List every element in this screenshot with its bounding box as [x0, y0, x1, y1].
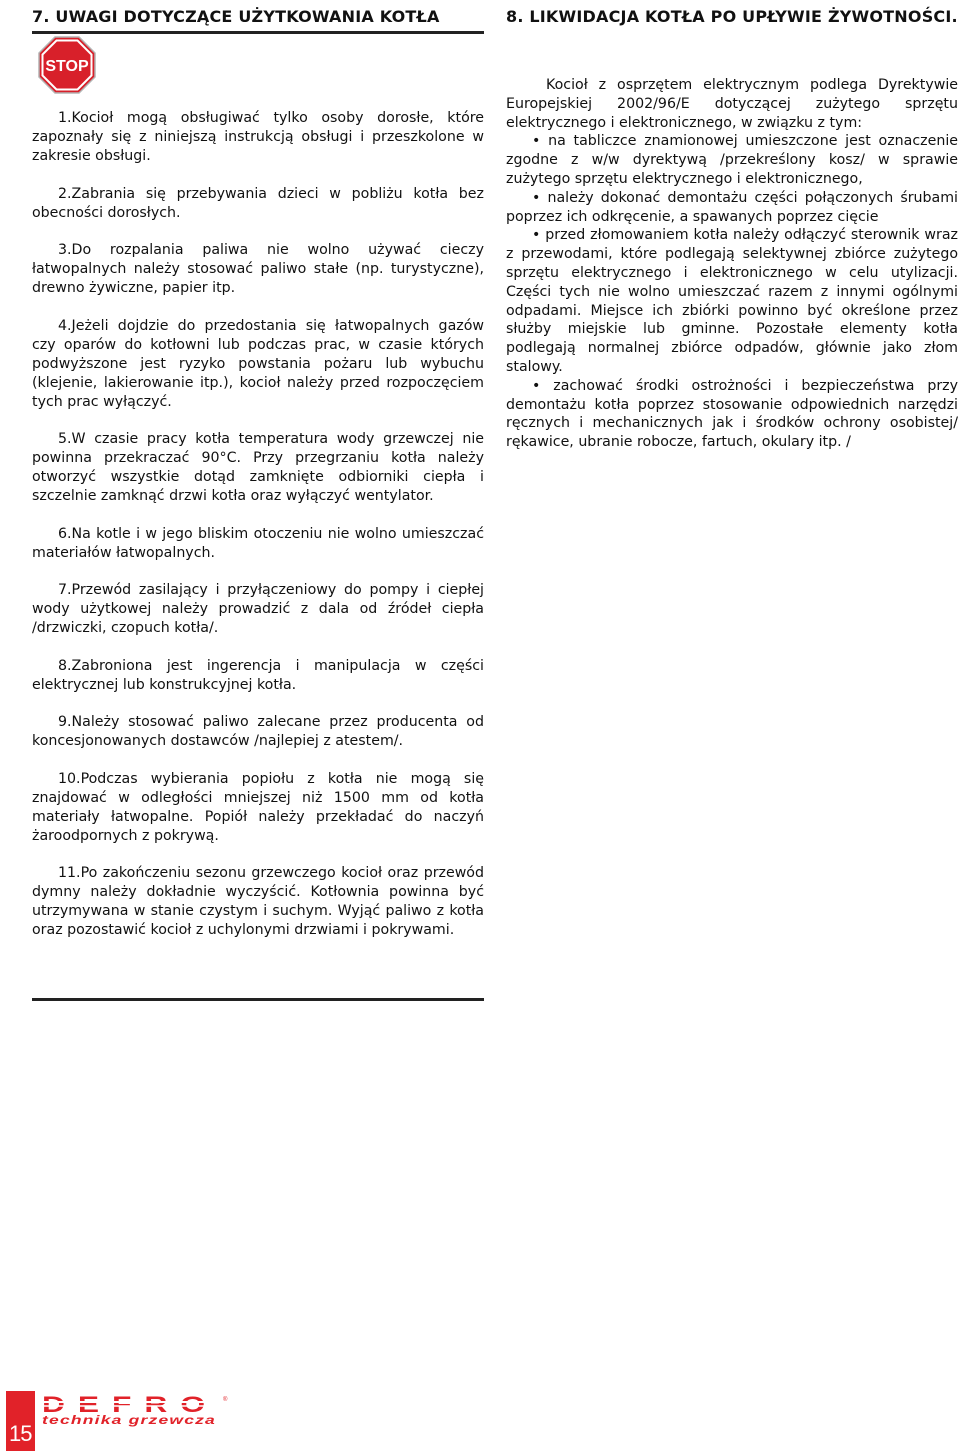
stop-sign-text: STOP [45, 58, 89, 75]
disposal-bullet-1: • na tabliczce znamionowej umieszczone jest oznaczenie zgodne z w/w dyrektywą /przekreślony kosz/ w sprawie zużytego sprzętu elektrycznego i elektronicznego, [506, 133, 958, 187]
page-number-badge [0, 1391, 35, 1451]
disposal-text [506, 76, 958, 452]
disposal-bullet-2: • należy dokonać demontażu części połączonych śrubami poprzez ich odkręcenie, a spawanych poprzez cięcie [506, 189, 958, 225]
defro-logo-tagline: technika grzewcza [42, 1415, 216, 1427]
section-7-title: 7. UWAGI DOTYCZĄCE UŻYTKOWANIA KOTŁA [32, 7, 440, 26]
svg-text:®: ® [223, 1397, 228, 1403]
usage-note-7: 7.Przewód zasilający i przyłączeniowy do pompy i ciepłej wody użytkowej należy prowadzić z dala od źródeł ciepła /drzwiczki, czopuch kotła/. [32, 582, 484, 636]
page-number: 15 [9, 1421, 32, 1446]
disposal-bullet-3: • przed złomowaniem kotła należy odłączyć sterownik wraz z przewodami, które podlegają selektywnej zbiórce zużytego sprzętu elektrycznego i elektronicznego w celu utylizacji. Części tych nie wolno umieszczać razem z innymi ogólnymi odpadami. Miejsce ich zbiórki powinno być określone przez służby miejskie lub gminne. Pozostałe elementy kotła podlegają normalnej zbiórce odpadów, głównie jako złom stalowy. [506, 227, 958, 375]
usage-note-4: 4.Jeżeli dojdzie do przedostania się łatwopalnych gazów czy oparów do kotłowni lub podczas prac, w czasie których podwyższone jest ryzyko powstania pożaru lub wybuchu (klejenie, lakierowanie itp.), kocioł należy przed rozpoczęciem tych prac wyłączyć. [32, 317, 484, 410]
defro-logo-brand: DEFRO [42, 1393, 218, 1417]
section-8-title: 8. LIKWIDACJA KOTŁA PO UPŁYWIE ŻYWOTNOŚCI. [506, 7, 958, 26]
usage-note-8: 8.Zabroniona jest ingerencja i manipulacja w części elektrycznej lub konstrukcyjnej kotła. [32, 657, 484, 693]
usage-note-9: 9.Należy stosować paliwo zalecane przez producenta od koncesjonowanych dostawców /najlepiej z atestem/. [32, 714, 484, 749]
defro-logo [40, 1393, 230, 1427]
disposal-intro: Kocioł z osprzętem elektrycznym podlega Dyrektywie Europejskiej 2002/96/E dotyczącej zużytego sprzętu elektrycznego i elektronicznego, w związku z tym: [506, 77, 958, 131]
section-7-rule [32, 31, 484, 34]
usage-note-10: 10.Podczas wybierania popiołu z kotła nie mogą się znajdować w odległości mniejszej niż 1500 mm od kotła materiały łatwopalne. Popiół należy przekładać do naczyń żaroodpornych z pokrywą. [32, 770, 484, 844]
usage-note-5: 5.W czasie pracy kotła temperatura wody grzewczej nie powinna przekraczać 90°C. Przy przegrzaniu kotła należy otworzyć wszystkie dotąd zamknięte odbiorniki ciepła i szczelnie zamknąć drzwi kotła oraz wyłączyć wentylator. [32, 431, 484, 504]
stop-sign-icon [38, 36, 96, 94]
usage-note-2: 2.Zabrania się przebywania dzieci w pobliżu kotła bez obecności dorosłych. [32, 185, 484, 221]
disposal-bullet-4: • zachować środki ostrożności i bezpieczeństwa przy demontażu kotła poprzez stosowanie odpowiednich narzędzi ręcznych i mechanicznych jak i środków ochrony osobistej/ rękawice, ubranie robocze, fartuch, okulary itp. / [506, 377, 958, 451]
usage-note-1: 1.Kocioł mogą obsługiwać tylko osoby dorosłe, które zapoznały się z niniejszą instrukcją obsługi i przeszkolone w zakresie obsługi. [32, 110, 484, 164]
usage-notes-list [32, 109, 484, 959]
left-column [32, 6, 484, 938]
section-7-bottom-rule [32, 998, 484, 1001]
usage-note-11: 11.Po zakończeniu sezonu grzewczego kocioł oraz przewód dymny należy dokładnie wyczyścić. Kotłownia powinna być utrzymywana w stanie czystym i suchym. Wyjąć paliwo z kotła oraz pozostawić kocioł z uchylonymi drzwiami i pokrywami. [32, 865, 484, 938]
usage-note-6: 6.Na kotle i w jego bliskim otoczeniu nie wolno umieszczać materiałów łatwopalnych. [32, 525, 484, 561]
right-column [506, 6, 958, 451]
usage-note-3: 3.Do rozpalania paliwa nie wolno używać cieczy łatwopalnych należy stosować paliwo stałe (np. turystyczne), drewno żywiczne, papier itp. [32, 242, 484, 296]
